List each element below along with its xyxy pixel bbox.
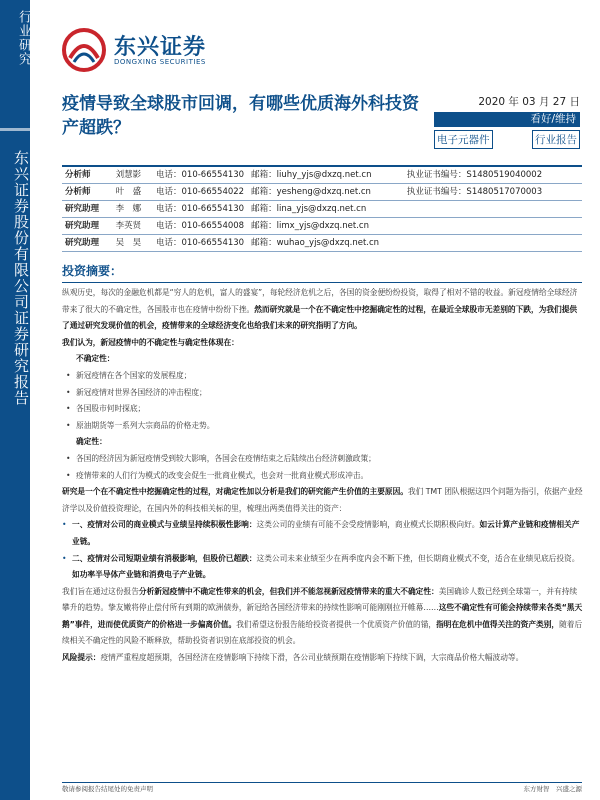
asset-class-2-text: 这类公司未来业绩至少在两季度内会不断下挫，但长期商业模式不变，适合在业绩见底后投资。 [256, 553, 580, 563]
firm-name-vertical: 东兴证券股份有限公司证券研究报告 [12, 150, 30, 406]
table-row [62, 184, 582, 201]
report-category: 行业研究 [16, 10, 31, 66]
purpose-bold-2: 这些不确定性有可能会持续带来各类“黑天鹅”事件，进而使优质资产的价格进一步偏离价值。 [62, 603, 583, 629]
asset-class-1-text: 这类公司的业绩有可能不会受疫情影响，商业模式长期积极向好。 [256, 520, 480, 530]
analyst-name: 吴 昊 [113, 235, 153, 252]
paragraph-intro [62, 285, 584, 335]
purpose-bold-3: 指明在危机中值得关注的资产类别， [436, 619, 560, 629]
list-item: • 各国的经济因为新冠疫情受到较大影响，各国会在疫情结束之后陆续出台经济刺激政策； [62, 451, 584, 468]
research-bold: 研究是一个在不确定性中挖掘确定性的过程，对确定性加以分析是我们的研究能产生价值的主要原因。 [62, 487, 408, 497]
purpose-bold: 分析新冠疫情中不确定性带来的机会，但我们并不能忽视新冠疫情带来的重大不确定性： [138, 586, 439, 596]
logo-name-en: DONGXING SECURITIES [114, 58, 206, 66]
paragraph-research [62, 484, 584, 517]
logo-icon [62, 28, 106, 72]
list-item: • 各国股市何时探底； [62, 401, 584, 418]
risk-text: 疫情严重程度超预期，各国经济在疫情影响下持续下滑，各公司业绩预期在疫情影响下持续下调，大宗商品价格大幅波动等。 [100, 653, 524, 663]
report-title: 疫情导致全球股市回调，有哪些优质海外科技资产超跌？ [62, 94, 419, 138]
analyst-email: 邮箱：limx_yjs@dxzq.net.cn [248, 218, 404, 235]
uncertain-heading: 不确定性： [76, 354, 115, 364]
analyst-cert: 执业证书编号：S1480517070003 [404, 184, 582, 201]
company-logo [62, 28, 222, 73]
analyst-phone: 电话：010-66554022 [153, 184, 248, 201]
analyst-name: 叶 盛 [113, 184, 153, 201]
industry-tag: 电子元器件 [434, 130, 493, 149]
asset-class-2-head: 二、疫情对公司短期业绩有消极影响，但股价已超跌： [72, 553, 257, 563]
analyst-phone: 电话：010-66554008 [153, 218, 248, 235]
analyst-name: 李 娜 [113, 201, 153, 218]
list-item: • 新冠疫情对世界各国经济的冲击程度； [62, 385, 584, 402]
asset-class-2 [62, 551, 584, 584]
risk-heading: 风险提示： [62, 653, 101, 663]
analyst-role: 分析师 [62, 184, 113, 201]
list-item: • 新冠疫情在各个国家的发展程度； [62, 368, 584, 385]
sidebar-divider [0, 128, 30, 131]
analyst-cert: 执业证书编号：S1480519040002 [404, 166, 582, 184]
paragraph-purpose [62, 584, 584, 650]
section-heading: 投资摘要： [62, 262, 582, 283]
footer-slogan: 东方财智 兴盛之源 [523, 785, 582, 793]
analyst-email: 邮箱：wuhao_yjs@dxzq.net.cn [248, 235, 404, 252]
analyst-phone: 电话：010-66554130 [153, 235, 248, 252]
purpose-text-2: 美国确诊人数已经到全球第一，并有持续攀升的趋势。挚友嫩将停止偿付所有到期的欧洲债券，新冠给各国经济带来的持续性影响可能刚刚拉开帷幕…… [62, 586, 578, 613]
analyst-phone: 电话：010-66554130 [153, 166, 248, 184]
analyst-cert [404, 218, 582, 235]
list-item: • 原油期货等一系列大宗商品的价格走势。 [62, 418, 584, 435]
purpose-text-4: 随着后续相关不确定性的风险不断释放，帮助投资者识别在底部投资的机会。 [62, 619, 583, 646]
analyst-email: 邮箱：lina_yjs@dxzq.net.cn [248, 201, 404, 218]
asset-class-1-head: 一、疫情对公司的商业模式与业绩呈持续积极性影响： [72, 520, 257, 530]
asset-class-2-bold: 如功率半导体产业链和消费电子产业链。 [72, 570, 211, 580]
table-row [62, 218, 582, 235]
analyst-table [62, 165, 582, 252]
disclaimer-note: 敬请参阅报告结尾处的免责声明 [62, 785, 153, 793]
analyst-cert [404, 201, 582, 218]
analyst-email: 邮箱：yesheng@dxzq.net.cn [248, 184, 404, 201]
analyst-role: 研究助理 [62, 201, 113, 218]
paragraph-view [62, 335, 584, 352]
table-row [62, 201, 582, 218]
certain-heading: 确定性： [76, 437, 107, 447]
analyst-name: 刘慧影 [113, 166, 153, 184]
report-type-tag: 行业报告 [532, 130, 580, 149]
rating-badge: 看好/维持 [434, 112, 580, 127]
report-meta [434, 95, 580, 149]
intro-text: 纵观历史，每次的金融危机都是“穷人的危机，富人的盛宴”，每轮经济危机之后，各国的资金便纷纷投资，取得了相对不错的收益。新冠疫情给全球经济带来了很大的不确定性，各国股市也在疫情中纷纷下挫。 [62, 288, 578, 314]
asset-class-1-bold: 如云计算产业链和疫情相关产业链。 [72, 520, 580, 546]
asset-class-1 [62, 517, 584, 550]
analyst-email: 邮箱：liuhy_yjs@dxzq.net.cn [248, 166, 404, 184]
sidebar [0, 0, 30, 800]
analyst-cert [404, 235, 582, 252]
purpose-text-3: 我们希望这份报告能给投资者提供一个优质资产价值的锚， [236, 619, 437, 629]
view-text: 我们认为，新冠疫情中的不确定性与确定性体现在： [62, 337, 239, 347]
analyst-role: 分析师 [62, 166, 113, 184]
analyst-phone: 电话：010-66554130 [153, 201, 248, 218]
analyst-role: 研究助理 [62, 218, 113, 235]
logo-name-cn: 东兴证券 [114, 35, 207, 60]
report-date: 2020 年 03 月 27 日 [478, 96, 580, 108]
table-row [62, 235, 582, 252]
table-row [62, 166, 582, 184]
analyst-name: 李英贤 [113, 218, 153, 235]
page-footer [62, 782, 582, 795]
list-item: • 疫情带来的人们行为模式的改变会促生一批商业模式，也会对一批商业模式形成冲击。 [62, 468, 584, 485]
intro-bold: 然而研究就是一个在不确定性中挖掘确定性的过程，在最近全球股市无差别的下跌，为我们提供了通过研究发现价值的机会，疫情带来的全球经济变化也给我们未来的研究指明了方向。 [62, 304, 578, 331]
research-text: 我们 TMT 团队根据这四个问题为指引，依据产业经济学以及价值投资理论，在国内外的科技相关标的里，梳理出两类值得关注的资产： [62, 487, 583, 513]
summary-body [62, 285, 584, 667]
paragraph-risk [62, 650, 584, 667]
purpose-text: 我们旨在通过这份报告 [62, 586, 139, 596]
analyst-role: 研究助理 [62, 235, 113, 252]
